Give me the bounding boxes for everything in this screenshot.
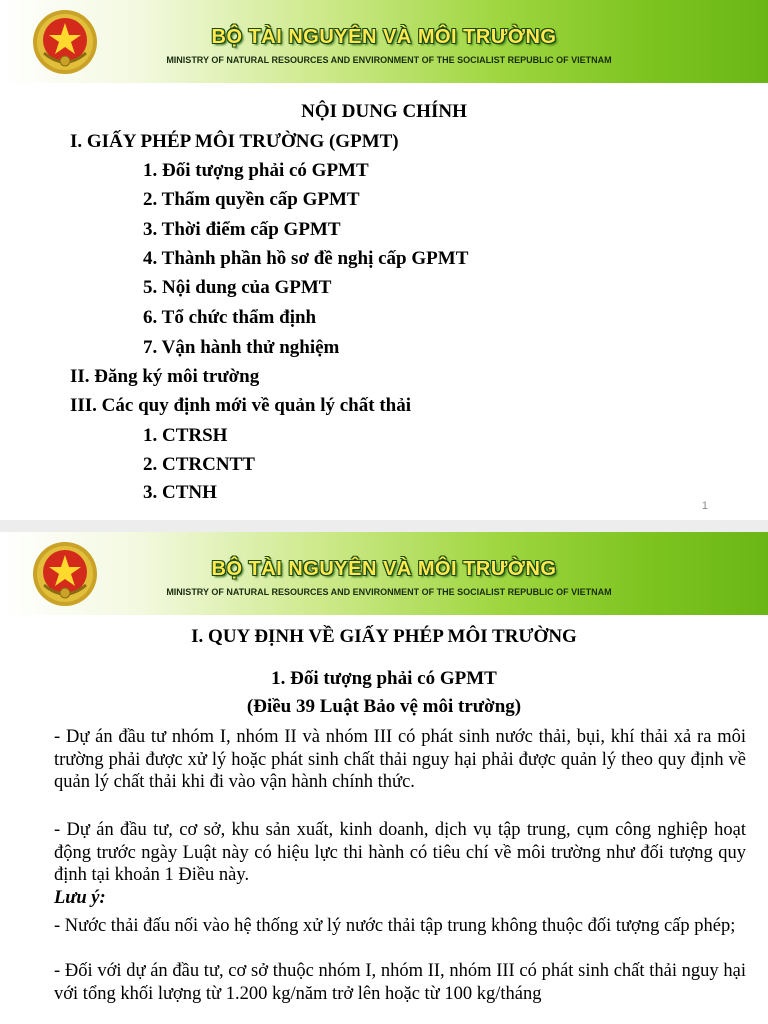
list-item: 6. Tổ chức thẩm định <box>143 307 317 328</box>
ministry-title: BỘ TÀI NGUYÊN VÀ MÔI TRƯỜNG <box>211 26 557 48</box>
list-item: 7. Vận hành thử nghiệm <box>143 337 340 358</box>
ministry-subtitle: MINISTRY OF NATURAL RESOURCES AND ENVIRONMENT OF THE SOCIALIST REPUBLIC OF VIETNAM <box>166 587 612 597</box>
ministry-title: BỘ TÀI NGUYÊN VÀ MÔI TRƯỜNG <box>211 558 557 580</box>
list-item: 2. Thẩm quyền cấp GPMT <box>143 189 360 210</box>
paragraph: - Dự án đầu tư nhóm I, nhóm II và nhóm III có phát sinh nước thải, bụi, khí thải xả ra môi trường phải được xử lý hoặc phát sinh chất thải nguy hại phải được quản lý theo quy định về quản lý chất thải khi đi vào vận hành chính thức. <box>54 727 746 792</box>
section-heading: II. Đăng ký môi trường <box>70 366 260 387</box>
paragraph: - Nước thải đấu nối vào hệ thống xử lý nước thải tập trung không thuộc đối tượng cấp phép; <box>54 916 736 936</box>
list-item: 2. CTRCNTT <box>143 454 255 475</box>
slide-2 <box>0 532 768 1024</box>
section-heading: III. Các quy định mới về quản lý chất thải <box>70 395 411 416</box>
note-label: Lưu ý: <box>54 888 106 908</box>
list-item: 5. Nội dung của GPMT <box>143 277 332 298</box>
page-title: I. QUY ĐỊNH VỀ GIẤY PHÉP MÔI TRƯỜNG <box>191 626 577 647</box>
list-item: 4. Thành phần hồ sơ đề nghị cấp GPMT <box>143 248 469 269</box>
page-number: 1 <box>701 500 708 512</box>
section-subtitle: 1. Đối tượng phải có GPMT <box>271 668 497 689</box>
legal-reference: (Điều 39 Luật Bảo vệ môi trường) <box>246 696 522 717</box>
list-item: 1. Đối tượng phải có GPMT <box>143 160 369 181</box>
list-item: 1. CTRSH <box>143 425 228 446</box>
page-title: NỘI DUNG CHÍNH <box>301 101 467 122</box>
ministry-banner <box>0 0 768 83</box>
ministry-banner <box>0 532 768 615</box>
list-item: 3. Thời điểm cấp GPMT <box>143 219 341 240</box>
ministry-subtitle: MINISTRY OF NATURAL RESOURCES AND ENVIRONMENT OF THE SOCIALIST REPUBLIC OF VIETNAM <box>166 55 612 65</box>
list-item: 3. CTNH <box>143 482 217 503</box>
paragraph: - Đối với dự án đầu tư, cơ sở thuộc nhóm I, nhóm II, nhóm III có phát sinh chất thải nguy hại với tổng khối lượng từ 1.200 kg/năm trở lên hoặc từ 100 kg/tháng <box>54 961 746 1004</box>
section-heading: I. GIẤY PHÉP MÔI TRƯỜNG (GPMT) <box>70 131 399 152</box>
paragraph: - Dự án đầu tư, cơ sở, khu sản xuất, kinh doanh, dịch vụ tập trung, cụm công nghiệp hoạt động trước ngày Luật này có hiệu lực thi hành có tiêu chí về môi trường như đối tượng quy định tại khoản 1 Điều này. <box>54 820 746 885</box>
slide-divider <box>0 520 768 532</box>
